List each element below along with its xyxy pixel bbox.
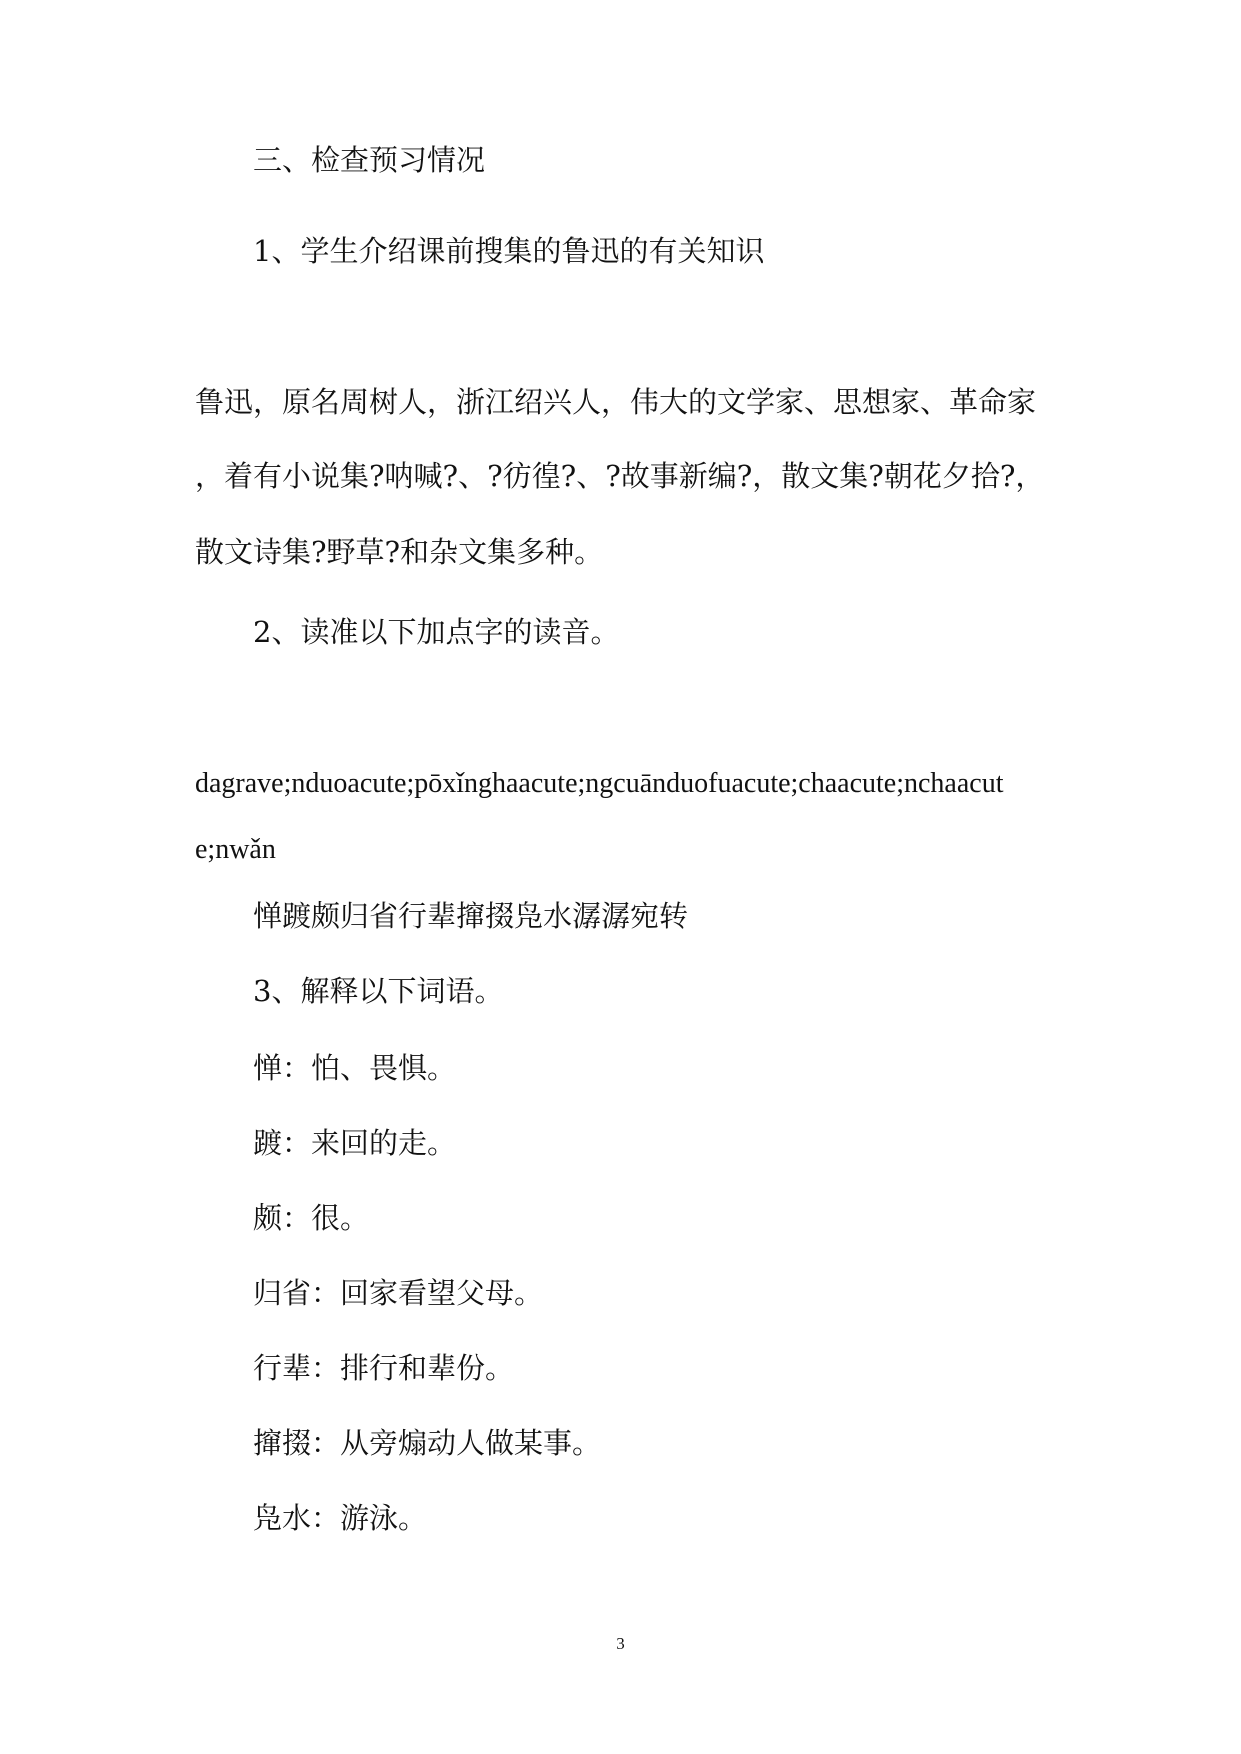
- definition-item: 凫水：游泳。: [253, 1501, 428, 1535]
- bio-line-1: 鲁迅，原名周树人，浙江绍兴人，伟大的文学家、思想家、革命家: [195, 385, 1037, 419]
- pinyin-line-2: e;nwǎn: [195, 834, 276, 865]
- item-1: 1、学生介绍课前搜集的鲁迅的有关知识: [253, 234, 765, 268]
- item-3: 3、解释以下词语。: [253, 974, 504, 1008]
- section-heading: 三、检查预习情况: [253, 143, 486, 177]
- definition-item: 惮：怕、畏惧。: [253, 1051, 457, 1085]
- definition-item: 归省：回家看望父母。: [253, 1276, 544, 1310]
- pinyin-line-1: dagrave;nduoacute;pōxǐnghaacute;ngcuānduofuacute;chaacute;nchaacut: [195, 768, 1004, 799]
- definition-item: 踱：来回的走。: [253, 1126, 457, 1160]
- bio-line-3: 散文诗集?野草?和杂文集多种。: [195, 535, 604, 569]
- definition-item: 撺掇：从旁煽动人做某事。: [253, 1426, 602, 1460]
- item-2: 2、读准以下加点字的读音。: [253, 615, 620, 649]
- characters-line: 惮踱颇归省行辈撺掇凫水潺潺宛转: [253, 899, 689, 933]
- definition-item: 颇：很。: [253, 1201, 370, 1235]
- definition-item: 行辈：排行和辈份。: [253, 1351, 515, 1385]
- page-number: 3: [616, 1634, 625, 1653]
- bio-line-2: ，着有小说集?呐喊?、?彷徨?、?故事新编?，散文集?朝花夕拾?，: [195, 459, 1045, 493]
